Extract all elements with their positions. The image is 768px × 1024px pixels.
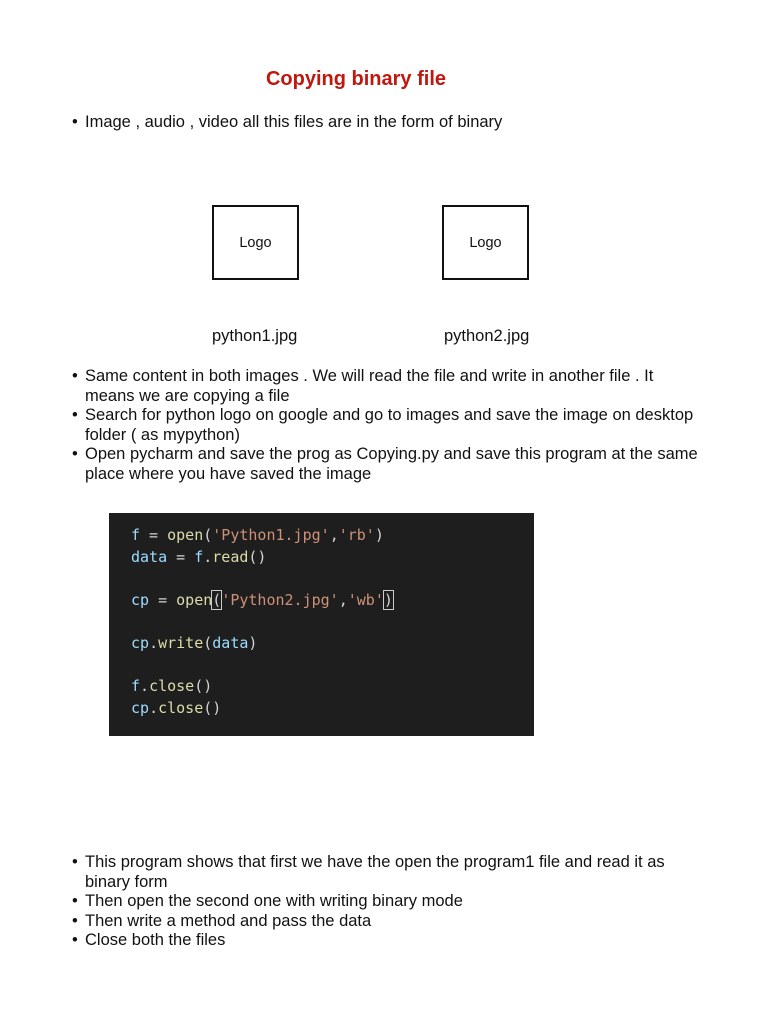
logo-label: Logo — [239, 234, 272, 251]
logo-placeholder-python1 — [212, 205, 299, 280]
code-line-6 — [131, 697, 534, 719]
code-token: data — [131, 548, 168, 566]
code-token: open — [176, 591, 213, 609]
code-token: . — [149, 699, 159, 717]
code-token: ( — [212, 591, 222, 609]
intro-bullet-list — [72, 113, 702, 133]
code-token: . — [203, 548, 213, 566]
code-token: . — [149, 634, 159, 652]
code-blank-line — [131, 568, 534, 589]
code-token: cp — [131, 591, 150, 609]
code-line-2 — [131, 546, 534, 568]
code-token: 'rb' — [338, 526, 375, 544]
code-token: close — [149, 677, 195, 695]
code-line-4 — [131, 632, 534, 654]
code-token: close — [158, 699, 204, 717]
code-screenshot — [109, 513, 534, 736]
code-line-5 — [131, 675, 534, 697]
code-token: , — [338, 591, 348, 609]
code-token: cp — [131, 634, 150, 652]
code-token: = — [167, 548, 195, 566]
middle-bullet-list — [72, 367, 702, 484]
code-line-3 — [131, 589, 534, 611]
bullet-item: • Same content in both images . We will read the file and write in another file . It means we are copying a file — [72, 367, 702, 406]
code-token: f — [194, 548, 204, 566]
code-token: 'Python2.jpg' — [221, 591, 339, 609]
image-caption-python2: python2.jpg — [444, 327, 530, 345]
logo-label: Logo — [469, 234, 502, 251]
code-token: 'wb' — [347, 591, 384, 609]
code-line-1 — [131, 524, 534, 546]
code-blank-line — [131, 611, 534, 632]
code-token: ) — [374, 526, 384, 544]
bullet-item: • Close both the files — [72, 931, 702, 951]
code-token: f — [131, 526, 141, 544]
code-blank-line — [131, 654, 534, 675]
bullet-item: • Search for python logo on google and go to images and save the image on desktop folder ( as mypython) — [72, 406, 702, 445]
code-token: = — [140, 526, 168, 544]
code-token: ) — [383, 591, 393, 609]
bullet-item: • Open pycharm and save the prog as Copying.py and save this program at the same place where you have saved the image — [72, 445, 702, 484]
bullet-item: • This program shows that first we have the open the program1 file and read it as binary form — [72, 853, 702, 892]
image-caption-python1: python1.jpg — [212, 327, 298, 345]
code-token: f — [131, 677, 141, 695]
bullet-item: • Then open the second one with writing binary mode — [72, 892, 702, 912]
code-token: read — [212, 548, 249, 566]
code-token: ( — [203, 634, 213, 652]
closing-bullet-list — [72, 853, 702, 951]
code-token: () — [194, 677, 213, 695]
code-token: () — [248, 548, 267, 566]
page-title: Copying binary file — [265, 68, 447, 90]
bullet-item: • Image , audio , video all this files are in the form of binary — [72, 113, 702, 133]
code-token: = — [149, 591, 177, 609]
code-token: () — [203, 699, 222, 717]
code-token: ( — [203, 526, 213, 544]
code-token: ) — [248, 634, 258, 652]
bullet-item: • Then write a method and pass the data — [72, 912, 702, 932]
code-token: . — [140, 677, 150, 695]
code-token: write — [158, 634, 204, 652]
code-token: 'Python1.jpg' — [212, 526, 330, 544]
code-token: open — [167, 526, 204, 544]
code-token: , — [329, 526, 339, 544]
logo-placeholder-python2 — [442, 205, 529, 280]
code-token: data — [212, 634, 249, 652]
code-token: cp — [131, 699, 150, 717]
